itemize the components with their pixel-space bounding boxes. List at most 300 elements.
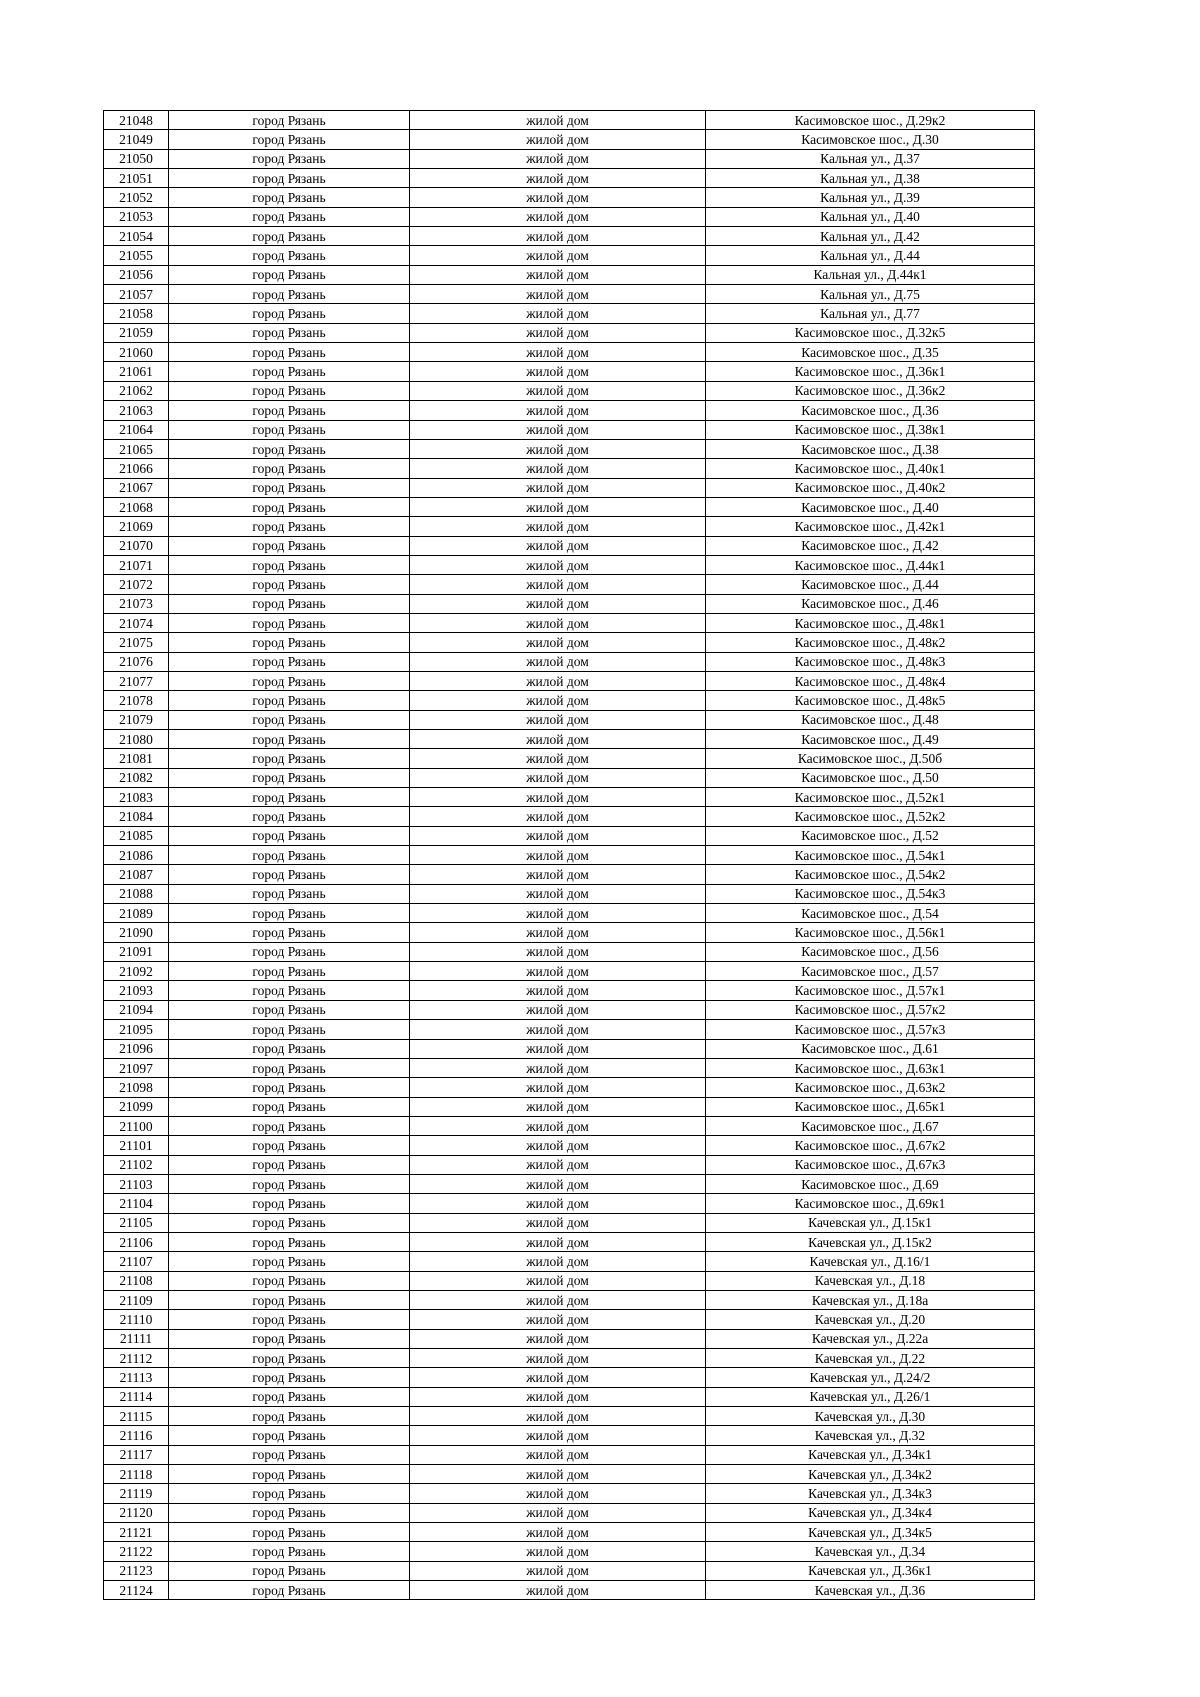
table-row	[104, 730, 1035, 749]
table-row	[104, 1329, 1035, 1348]
table-row	[104, 1232, 1035, 1251]
row-number-cell: 21071	[104, 555, 169, 574]
object-type-cell: жилой дом	[410, 826, 706, 845]
table-row	[104, 652, 1035, 671]
city-cell: город Рязань	[169, 478, 410, 497]
row-number-cell: 21094	[104, 1000, 169, 1019]
table-row	[104, 304, 1035, 323]
object-type-cell: жилой дом	[410, 1039, 706, 1058]
row-number-cell: 21050	[104, 149, 169, 168]
table-row	[104, 111, 1035, 130]
city-cell: город Рязань	[169, 846, 410, 865]
object-type-cell: жилой дом	[410, 478, 706, 497]
row-number-cell: 21099	[104, 1097, 169, 1116]
table-row	[104, 1155, 1035, 1174]
table-row	[104, 285, 1035, 304]
row-number-cell: 21108	[104, 1271, 169, 1290]
city-cell: город Рязань	[169, 401, 410, 420]
city-cell: город Рязань	[169, 1445, 410, 1464]
object-type-cell: жилой дом	[410, 227, 706, 246]
address-cell: Касимовское шос., Д.32к5	[706, 323, 1035, 342]
row-number-cell: 21054	[104, 227, 169, 246]
table-row	[104, 671, 1035, 690]
row-number-cell: 21083	[104, 788, 169, 807]
address-cell: Касимовское шос., Д.57к1	[706, 981, 1035, 1000]
row-number-cell: 21091	[104, 942, 169, 961]
city-cell: город Рязань	[169, 555, 410, 574]
object-type-cell: жилой дом	[410, 1097, 706, 1116]
address-cell: Касимовское шос., Д.42	[706, 536, 1035, 555]
object-type-cell: жилой дом	[410, 343, 706, 362]
city-cell: город Рязань	[169, 730, 410, 749]
address-cell: Касимовское шос., Д.63к1	[706, 1058, 1035, 1077]
address-cell: Качевская ул., Д.36к1	[706, 1561, 1035, 1580]
city-cell: город Рязань	[169, 1349, 410, 1368]
row-number-cell: 21073	[104, 594, 169, 613]
address-cell: Касимовское шос., Д.36к1	[706, 362, 1035, 381]
object-type-cell: жилой дом	[410, 942, 706, 961]
table-row	[104, 323, 1035, 342]
object-type-cell: жилой дом	[410, 536, 706, 555]
address-cell: Касимовское шос., Д.48	[706, 710, 1035, 729]
city-cell: город Рязань	[169, 1116, 410, 1135]
row-number-cell: 21098	[104, 1078, 169, 1097]
object-type-cell: жилой дом	[410, 633, 706, 652]
row-number-cell: 21086	[104, 846, 169, 865]
city-cell: город Рязань	[169, 381, 410, 400]
object-type-cell: жилой дом	[410, 768, 706, 787]
table-row	[104, 1252, 1035, 1271]
address-cell: Качевская ул., Д.18а	[706, 1290, 1035, 1309]
city-cell: город Рязань	[169, 497, 410, 516]
object-type-cell: жилой дом	[410, 1020, 706, 1039]
row-number-cell: 21092	[104, 962, 169, 981]
object-type-cell: жилой дом	[410, 401, 706, 420]
address-cell: Касимовское шос., Д.48к3	[706, 652, 1035, 671]
object-type-cell: жилой дом	[410, 130, 706, 149]
object-type-cell: жилой дом	[410, 691, 706, 710]
table-row	[104, 1271, 1035, 1290]
row-number-cell: 21067	[104, 478, 169, 497]
city-cell: город Рязань	[169, 1581, 410, 1600]
row-number-cell: 21055	[104, 246, 169, 265]
address-cell: Кальная ул., Д.77	[706, 304, 1035, 323]
address-cell: Касимовское шос., Д.50	[706, 768, 1035, 787]
address-cell: Касимовское шос., Д.67к2	[706, 1136, 1035, 1155]
table-row	[104, 710, 1035, 729]
document-page	[103, 110, 1034, 1600]
object-type-cell: жилой дом	[410, 246, 706, 265]
object-type-cell: жилой дом	[410, 207, 706, 226]
object-type-cell: жилой дом	[410, 439, 706, 458]
address-cell: Касимовское шос., Д.48к5	[706, 691, 1035, 710]
table-row	[104, 1581, 1035, 1600]
table-row	[104, 1349, 1035, 1368]
city-cell: город Рязань	[169, 575, 410, 594]
address-cell: Касимовское шос., Д.46	[706, 594, 1035, 613]
row-number-cell: 21063	[104, 401, 169, 420]
address-cell: Касимовское шос., Д.67	[706, 1116, 1035, 1135]
address-cell: Касимовское шос., Д.35	[706, 343, 1035, 362]
address-cell: Касимовское шос., Д.48к1	[706, 613, 1035, 632]
row-number-cell: 21111	[104, 1329, 169, 1348]
city-cell: город Рязань	[169, 246, 410, 265]
city-cell: город Рязань	[169, 1465, 410, 1484]
address-cell: Качевская ул., Д.36	[706, 1581, 1035, 1600]
table-row	[104, 130, 1035, 149]
table-row	[104, 1484, 1035, 1503]
table-row	[104, 497, 1035, 516]
table-row	[104, 575, 1035, 594]
city-cell: город Рязань	[169, 1213, 410, 1232]
table-row	[104, 768, 1035, 787]
object-type-cell: жилой дом	[410, 788, 706, 807]
address-cell: Кальная ул., Д.38	[706, 169, 1035, 188]
object-type-cell: жилой дом	[410, 962, 706, 981]
city-cell: город Рязань	[169, 671, 410, 690]
object-type-cell: жилой дом	[410, 1407, 706, 1426]
row-number-cell: 21060	[104, 343, 169, 362]
object-type-cell: жилой дом	[410, 1194, 706, 1213]
object-type-cell: жилой дом	[410, 1058, 706, 1077]
object-type-cell: жилой дом	[410, 710, 706, 729]
table-row	[104, 188, 1035, 207]
address-cell: Касимовское шос., Д.54к3	[706, 884, 1035, 903]
object-type-cell: жилой дом	[410, 1349, 706, 1368]
table-row	[104, 1213, 1035, 1232]
table-row	[104, 1523, 1035, 1542]
address-cell: Кальная ул., Д.42	[706, 227, 1035, 246]
city-cell: город Рязань	[169, 323, 410, 342]
city-cell: город Рязань	[169, 1000, 410, 1019]
city-cell: город Рязань	[169, 1039, 410, 1058]
address-cell: Касимовское шос., Д.48к2	[706, 633, 1035, 652]
row-number-cell: 21068	[104, 497, 169, 516]
address-cell: Касимовское шос., Д.52к1	[706, 788, 1035, 807]
address-cell: Кальная ул., Д.75	[706, 285, 1035, 304]
row-number-cell: 21097	[104, 1058, 169, 1077]
address-cell: Качевская ул., Д.15к2	[706, 1232, 1035, 1251]
table-row	[104, 381, 1035, 400]
object-type-cell: жилой дом	[410, 381, 706, 400]
address-cell: Касимовское шос., Д.29к2	[706, 111, 1035, 130]
address-cell: Кальная ул., Д.37	[706, 149, 1035, 168]
address-cell: Качевская ул., Д.26/1	[706, 1387, 1035, 1406]
row-number-cell: 21056	[104, 265, 169, 284]
table-row	[104, 1136, 1035, 1155]
city-cell: город Рязань	[169, 962, 410, 981]
address-cell: Касимовское шос., Д.67к3	[706, 1155, 1035, 1174]
address-cell: Кальная ул., Д.44	[706, 246, 1035, 265]
table-row	[104, 1174, 1035, 1193]
object-type-cell: жилой дом	[410, 1581, 706, 1600]
row-number-cell: 21093	[104, 981, 169, 1000]
table-row	[104, 1097, 1035, 1116]
address-cell: Касимовское шос., Д.63к2	[706, 1078, 1035, 1097]
table-row	[104, 865, 1035, 884]
table-row	[104, 613, 1035, 632]
object-type-cell: жилой дом	[410, 362, 706, 381]
city-cell: город Рязань	[169, 1252, 410, 1271]
table-row	[104, 1426, 1035, 1445]
table-row	[104, 1561, 1035, 1580]
address-table-body	[104, 111, 1035, 1600]
table-row	[104, 749, 1035, 768]
city-cell: город Рязань	[169, 865, 410, 884]
city-cell: город Рязань	[169, 768, 410, 787]
object-type-cell: жилой дом	[410, 1329, 706, 1348]
city-cell: город Рязань	[169, 1271, 410, 1290]
row-number-cell: 21077	[104, 671, 169, 690]
object-type-cell: жилой дом	[410, 652, 706, 671]
object-type-cell: жилой дом	[410, 1078, 706, 1097]
address-cell: Касимовское шос., Д.36к2	[706, 381, 1035, 400]
address-cell: Касимовское шос., Д.42к1	[706, 517, 1035, 536]
table-row	[104, 981, 1035, 1000]
row-number-cell: 21103	[104, 1174, 169, 1193]
address-cell: Качевская ул., Д.34к3	[706, 1484, 1035, 1503]
row-number-cell: 21090	[104, 923, 169, 942]
address-cell: Качевская ул., Д.18	[706, 1271, 1035, 1290]
address-cell: Качевская ул., Д.34к4	[706, 1503, 1035, 1522]
city-cell: город Рязань	[169, 304, 410, 323]
table-row	[104, 207, 1035, 226]
city-cell: город Рязань	[169, 1426, 410, 1445]
row-number-cell: 21052	[104, 188, 169, 207]
row-number-cell: 21085	[104, 826, 169, 845]
object-type-cell: жилой дом	[410, 1503, 706, 1522]
object-type-cell: жилой дом	[410, 846, 706, 865]
object-type-cell: жилой дом	[410, 1484, 706, 1503]
address-cell: Кальная ул., Д.40	[706, 207, 1035, 226]
object-type-cell: жилой дом	[410, 420, 706, 439]
table-row	[104, 362, 1035, 381]
city-cell: город Рязань	[169, 188, 410, 207]
city-cell: город Рязань	[169, 130, 410, 149]
object-type-cell: жилой дом	[410, 1232, 706, 1251]
city-cell: город Рязань	[169, 1561, 410, 1580]
row-number-cell: 21101	[104, 1136, 169, 1155]
object-type-cell: жилой дом	[410, 904, 706, 923]
table-row	[104, 1310, 1035, 1329]
table-row	[104, 1445, 1035, 1464]
city-cell: город Рязань	[169, 1368, 410, 1387]
row-number-cell: 21084	[104, 807, 169, 826]
row-number-cell: 21109	[104, 1290, 169, 1309]
city-cell: город Рязань	[169, 1174, 410, 1193]
row-number-cell: 21051	[104, 169, 169, 188]
object-type-cell: жилой дом	[410, 188, 706, 207]
row-number-cell: 21087	[104, 865, 169, 884]
row-number-cell: 21057	[104, 285, 169, 304]
city-cell: город Рязань	[169, 1058, 410, 1077]
row-number-cell: 21121	[104, 1523, 169, 1542]
object-type-cell: жилой дом	[410, 865, 706, 884]
city-cell: город Рязань	[169, 1232, 410, 1251]
city-cell: город Рязань	[169, 633, 410, 652]
object-type-cell: жилой дом	[410, 497, 706, 516]
row-number-cell: 21074	[104, 613, 169, 632]
table-row	[104, 227, 1035, 246]
row-number-cell: 21113	[104, 1368, 169, 1387]
table-row	[104, 1000, 1035, 1019]
row-number-cell: 21118	[104, 1465, 169, 1484]
address-cell: Касимовское шос., Д.50б	[706, 749, 1035, 768]
object-type-cell: жилой дом	[410, 1000, 706, 1019]
object-type-cell: жилой дом	[410, 613, 706, 632]
table-row	[104, 1039, 1035, 1058]
object-type-cell: жилой дом	[410, 807, 706, 826]
city-cell: город Рязань	[169, 1136, 410, 1155]
table-row	[104, 962, 1035, 981]
address-cell: Касимовское шос., Д.57к2	[706, 1000, 1035, 1019]
table-row	[104, 149, 1035, 168]
row-number-cell: 21115	[104, 1407, 169, 1426]
table-row	[104, 478, 1035, 497]
address-cell: Кальная ул., Д.39	[706, 188, 1035, 207]
address-cell: Касимовское шос., Д.54к1	[706, 846, 1035, 865]
row-number-cell: 21065	[104, 439, 169, 458]
city-cell: город Рязань	[169, 942, 410, 961]
object-type-cell: жилой дом	[410, 555, 706, 574]
table-row	[104, 788, 1035, 807]
row-number-cell: 21075	[104, 633, 169, 652]
address-cell: Касимовское шос., Д.48к4	[706, 671, 1035, 690]
object-type-cell: жилой дом	[410, 1561, 706, 1580]
address-cell: Качевская ул., Д.22а	[706, 1329, 1035, 1348]
row-number-cell: 21123	[104, 1561, 169, 1580]
row-number-cell: 21120	[104, 1503, 169, 1522]
address-cell: Касимовское шос., Д.44к1	[706, 555, 1035, 574]
table-row	[104, 1058, 1035, 1077]
city-cell: город Рязань	[169, 1310, 410, 1329]
row-number-cell: 21048	[104, 111, 169, 130]
object-type-cell: жилой дом	[410, 923, 706, 942]
table-row	[104, 1078, 1035, 1097]
city-cell: город Рязань	[169, 343, 410, 362]
address-cell: Касимовское шос., Д.44	[706, 575, 1035, 594]
object-type-cell: жилой дом	[410, 517, 706, 536]
object-type-cell: жилой дом	[410, 1426, 706, 1445]
row-number-cell: 21100	[104, 1116, 169, 1135]
city-cell: город Рязань	[169, 362, 410, 381]
city-cell: город Рязань	[169, 1387, 410, 1406]
row-number-cell: 21112	[104, 1349, 169, 1368]
table-row	[104, 1290, 1035, 1309]
row-number-cell: 21119	[104, 1484, 169, 1503]
table-row	[104, 401, 1035, 420]
address-table	[103, 110, 1035, 1600]
row-number-cell: 21095	[104, 1020, 169, 1039]
row-number-cell: 21072	[104, 575, 169, 594]
table-row	[104, 343, 1035, 362]
table-row	[104, 439, 1035, 458]
city-cell: город Рязань	[169, 227, 410, 246]
city-cell: город Рязань	[169, 904, 410, 923]
row-number-cell: 21106	[104, 1232, 169, 1251]
city-cell: город Рязань	[169, 691, 410, 710]
address-cell: Качевская ул., Д.34к5	[706, 1523, 1035, 1542]
address-cell: Касимовское шос., Д.30	[706, 130, 1035, 149]
city-cell: город Рязань	[169, 981, 410, 1000]
address-cell: Кальная ул., Д.44к1	[706, 265, 1035, 284]
address-cell: Касимовское шос., Д.40к2	[706, 478, 1035, 497]
address-cell: Касимовское шос., Д.54	[706, 904, 1035, 923]
table-row	[104, 1368, 1035, 1387]
row-number-cell: 21104	[104, 1194, 169, 1213]
address-cell: Качевская ул., Д.16/1	[706, 1252, 1035, 1271]
table-row	[104, 942, 1035, 961]
table-row	[104, 265, 1035, 284]
row-number-cell: 21110	[104, 1310, 169, 1329]
object-type-cell: жилой дом	[410, 749, 706, 768]
city-cell: город Рязань	[169, 111, 410, 130]
city-cell: город Рязань	[169, 749, 410, 768]
address-cell: Касимовское шос., Д.54к2	[706, 865, 1035, 884]
address-cell: Качевская ул., Д.24/2	[706, 1368, 1035, 1387]
object-type-cell: жилой дом	[410, 1445, 706, 1464]
object-type-cell: жилой дом	[410, 575, 706, 594]
address-cell: Касимовское шос., Д.40к1	[706, 459, 1035, 478]
row-number-cell: 21107	[104, 1252, 169, 1271]
city-cell: город Рязань	[169, 884, 410, 903]
address-cell: Качевская ул., Д.34	[706, 1542, 1035, 1561]
row-number-cell: 21061	[104, 362, 169, 381]
address-cell: Качевская ул., Д.15к1	[706, 1213, 1035, 1232]
table-row	[104, 1407, 1035, 1426]
address-cell: Качевская ул., Д.34к2	[706, 1465, 1035, 1484]
table-row	[104, 691, 1035, 710]
city-cell: город Рязань	[169, 1155, 410, 1174]
city-cell: город Рязань	[169, 1020, 410, 1039]
object-type-cell: жилой дом	[410, 1213, 706, 1232]
address-cell: Касимовское шос., Д.61	[706, 1039, 1035, 1058]
table-row	[104, 884, 1035, 903]
row-number-cell: 21116	[104, 1426, 169, 1445]
object-type-cell: жилой дом	[410, 1310, 706, 1329]
address-cell: Касимовское шос., Д.57к3	[706, 1020, 1035, 1039]
row-number-cell: 21089	[104, 904, 169, 923]
table-row	[104, 1020, 1035, 1039]
table-row	[104, 846, 1035, 865]
object-type-cell: жилой дом	[410, 1387, 706, 1406]
object-type-cell: жилой дом	[410, 1252, 706, 1271]
address-cell: Качевская ул., Д.34к1	[706, 1445, 1035, 1464]
city-cell: город Рязань	[169, 149, 410, 168]
row-number-cell: 21082	[104, 768, 169, 787]
object-type-cell: жилой дом	[410, 981, 706, 1000]
address-cell: Касимовское шос., Д.49	[706, 730, 1035, 749]
object-type-cell: жилой дом	[410, 1465, 706, 1484]
address-cell: Качевская ул., Д.20	[706, 1310, 1035, 1329]
table-row	[104, 555, 1035, 574]
city-cell: город Рязань	[169, 652, 410, 671]
city-cell: город Рязань	[169, 1194, 410, 1213]
object-type-cell: жилой дом	[410, 1290, 706, 1309]
row-number-cell: 21114	[104, 1387, 169, 1406]
row-number-cell: 21070	[104, 536, 169, 555]
address-cell: Касимовское шос., Д.69	[706, 1174, 1035, 1193]
city-cell: город Рязань	[169, 1078, 410, 1097]
row-number-cell: 21096	[104, 1039, 169, 1058]
object-type-cell: жилой дом	[410, 1368, 706, 1387]
table-row	[104, 633, 1035, 652]
table-row	[104, 594, 1035, 613]
table-row	[104, 807, 1035, 826]
table-row	[104, 904, 1035, 923]
object-type-cell: жилой дом	[410, 459, 706, 478]
row-number-cell: 21079	[104, 710, 169, 729]
